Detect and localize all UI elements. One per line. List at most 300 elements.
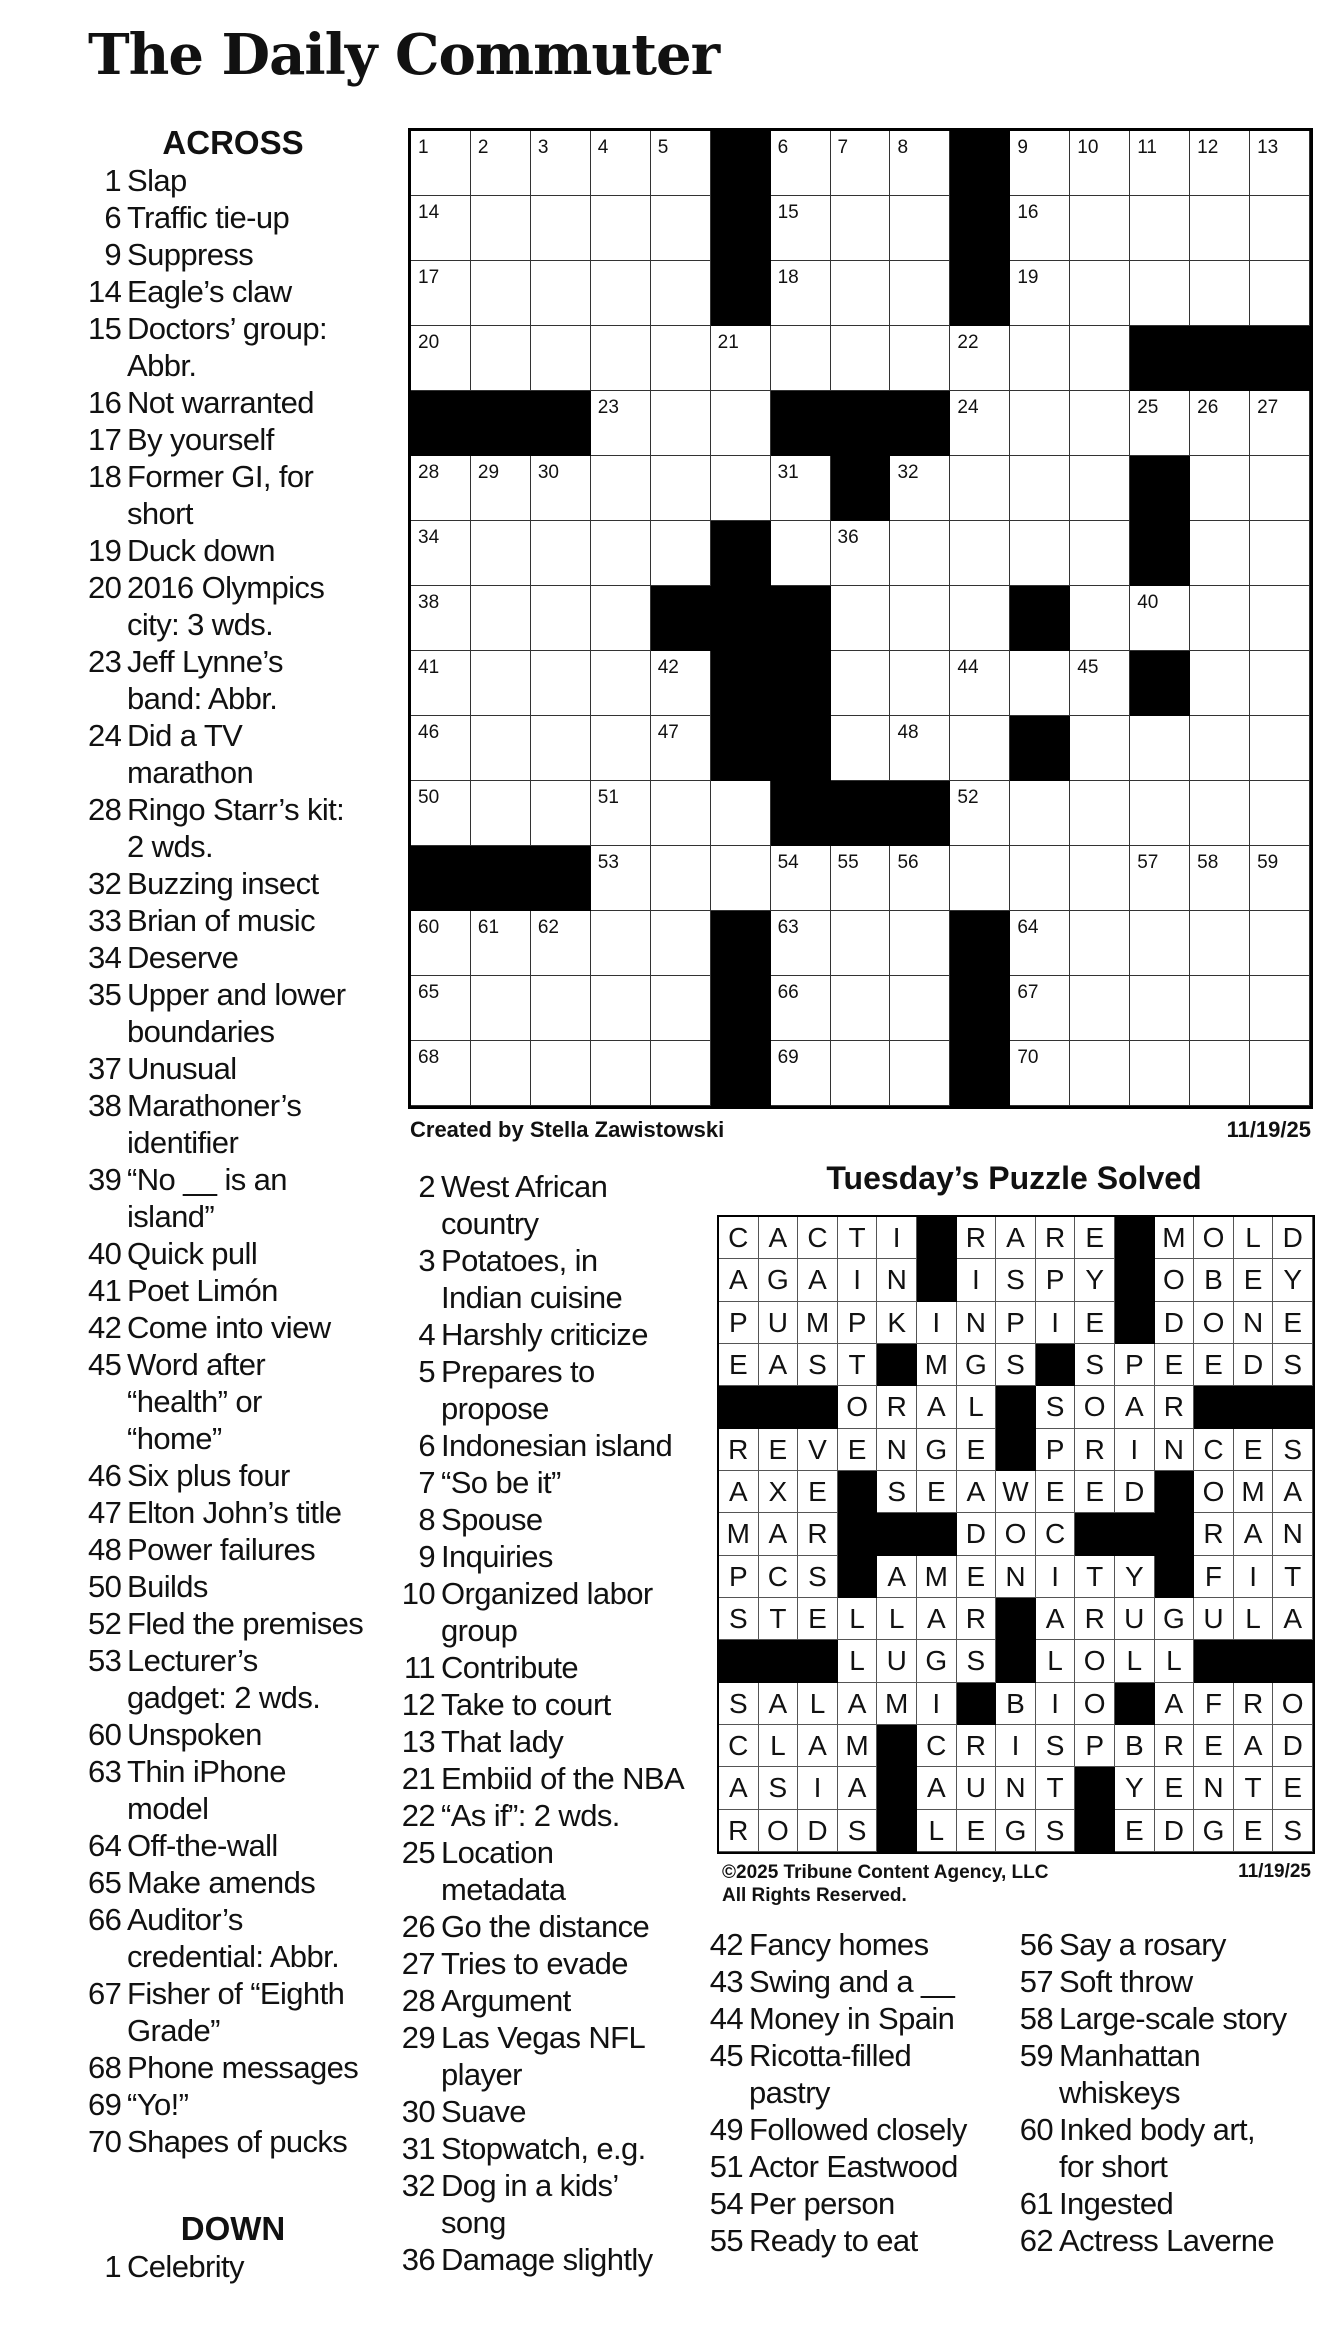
grid-cell[interactable] [1250, 196, 1310, 261]
grid-cell[interactable] [1250, 586, 1310, 651]
grid-cell[interactable] [531, 196, 591, 261]
grid-cell[interactable] [711, 391, 771, 456]
grid-cell[interactable] [651, 651, 711, 716]
black-square [531, 846, 591, 911]
grid-cell[interactable] [771, 261, 831, 326]
clue-text [749, 2000, 1008, 2037]
clue-item [1018, 2185, 1323, 2222]
grid-cell[interactable] [831, 846, 891, 911]
clue-number: 4 [418, 1317, 435, 1352]
grid-cell[interactable] [1190, 391, 1250, 456]
cell-number: 20 [418, 332, 440, 353]
grid-cell[interactable] [1010, 781, 1070, 846]
grid-cell[interactable] [471, 716, 531, 781]
clue-line: band: Abbr. [127, 681, 278, 716]
grid-cell[interactable] [950, 456, 1010, 521]
grid-cell[interactable] [531, 716, 591, 781]
solved-letter: M [719, 1513, 759, 1555]
grid-cell[interactable] [1070, 846, 1130, 911]
grid-cell[interactable] [1010, 976, 1070, 1041]
solved-letter: D [1155, 1810, 1195, 1852]
grid-cell[interactable] [1250, 1041, 1310, 1106]
grid-cell[interactable] [1190, 261, 1250, 326]
grid-cell[interactable] [890, 911, 950, 976]
grid-cell[interactable] [831, 976, 891, 1041]
grid-cell[interactable] [950, 326, 1010, 391]
grid-cell[interactable] [1250, 456, 1310, 521]
grid-cell[interactable] [591, 521, 651, 586]
solved-letter: O [996, 1513, 1036, 1555]
grid-cell[interactable] [831, 651, 891, 716]
grid-cell[interactable] [471, 326, 531, 391]
grid-cell[interactable] [1010, 1041, 1070, 1106]
clue-text [127, 1346, 408, 1457]
grid-cell[interactable] [950, 586, 1010, 651]
grid-cell[interactable] [950, 391, 1010, 456]
grid-cell[interactable] [591, 976, 651, 1041]
grid-cell[interactable] [771, 196, 831, 261]
clue-item [88, 1235, 408, 1272]
grid-cell[interactable] [411, 976, 471, 1041]
grid-cell[interactable] [531, 261, 591, 326]
grid-cell[interactable] [531, 651, 591, 716]
grid-cell[interactable] [1250, 846, 1310, 911]
grid-cell[interactable] [890, 521, 950, 586]
grid-cell[interactable] [471, 586, 531, 651]
clue-text [441, 1982, 700, 2019]
grid-cell[interactable] [1070, 261, 1130, 326]
clue-item [88, 384, 408, 421]
grid-cell[interactable] [1130, 781, 1190, 846]
grid-cell[interactable] [591, 781, 651, 846]
solved-letter: G [759, 1259, 799, 1301]
grid-cell[interactable] [651, 911, 711, 976]
solved-letter: A [877, 1556, 917, 1598]
grid-cell[interactable] [411, 326, 471, 391]
black-square [890, 391, 950, 456]
grid-cell[interactable] [1010, 521, 1070, 586]
solved-letter: N [1155, 1429, 1195, 1471]
grid-cell[interactable] [711, 326, 771, 391]
solved-black-square [1155, 1471, 1195, 1513]
grid-cell[interactable] [651, 326, 711, 391]
grid-cell[interactable] [591, 196, 651, 261]
grid-cell[interactable] [711, 846, 771, 911]
clue-text [1059, 2111, 1323, 2185]
grid-cell[interactable] [1070, 391, 1130, 456]
grid-cell[interactable] [651, 131, 711, 196]
solved-black-square [996, 1598, 1036, 1640]
grid-cell[interactable] [831, 1041, 891, 1106]
grid-cell[interactable] [411, 196, 471, 261]
grid-cell[interactable] [1130, 846, 1190, 911]
clue-line: Duck down [127, 533, 275, 568]
grid-cell[interactable] [890, 1041, 950, 1106]
grid-cell[interactable] [1010, 456, 1070, 521]
grid-cell[interactable] [1130, 196, 1190, 261]
grid-cell[interactable] [1190, 521, 1250, 586]
clue-line: Location [441, 1835, 554, 1870]
grid-cell[interactable] [1070, 196, 1130, 261]
grid-cell[interactable] [471, 651, 531, 716]
grid-cell[interactable] [1070, 651, 1130, 716]
grid-cell[interactable] [591, 1041, 651, 1106]
clue-text [127, 162, 408, 199]
grid-cell[interactable] [471, 261, 531, 326]
solved-letter: I [1036, 1302, 1076, 1344]
grid-cell[interactable] [890, 976, 950, 1041]
grid-cell[interactable] [890, 196, 950, 261]
clue-line: Suave [441, 2094, 526, 2129]
grid-cell[interactable] [471, 131, 531, 196]
clue-number: 67 [88, 1976, 122, 2011]
grid-cell[interactable] [771, 131, 831, 196]
clue-line: Prepares to [441, 1354, 595, 1389]
clue-item [88, 1901, 408, 1975]
grid-cell[interactable] [1130, 391, 1190, 456]
grid-cell[interactable] [1130, 716, 1190, 781]
grid-cell[interactable] [651, 391, 711, 456]
grid-cell[interactable] [651, 716, 711, 781]
solved-letter: B [996, 1683, 1036, 1725]
grid-cell[interactable] [890, 716, 950, 781]
grid-cell[interactable] [771, 1041, 831, 1106]
clue-item [400, 2130, 700, 2167]
grid-cell[interactable] [411, 456, 471, 521]
clue-item [88, 1272, 408, 1309]
solved-letter: A [759, 1344, 799, 1386]
clue-item [400, 1464, 700, 1501]
grid-cell[interactable] [1190, 456, 1250, 521]
grid-cell[interactable] [531, 521, 591, 586]
grid-cell[interactable] [771, 846, 831, 911]
clue-line: Fled the premises [127, 1606, 364, 1641]
grid-cell[interactable] [890, 261, 950, 326]
clue-line: Potatoes, in [441, 1243, 598, 1278]
grid-cell[interactable] [591, 391, 651, 456]
grid-cell[interactable] [531, 586, 591, 651]
grid-cell[interactable] [591, 326, 651, 391]
grid-cell[interactable] [1010, 911, 1070, 976]
grid-cell[interactable] [651, 976, 711, 1041]
grid-cell[interactable] [831, 716, 891, 781]
solved-letter: N [996, 1767, 1036, 1809]
grid-cell[interactable] [1070, 521, 1130, 586]
solved-letter: S [1273, 1810, 1313, 1852]
solved-letter: E [1194, 1725, 1234, 1767]
grid-cell[interactable] [1130, 976, 1190, 1041]
clue-text [127, 1901, 408, 1975]
solved-letter: A [759, 1513, 799, 1555]
black-square [711, 716, 771, 781]
grid-cell[interactable] [1190, 586, 1250, 651]
grid-cell[interactable] [591, 131, 651, 196]
grid-cell[interactable] [831, 196, 891, 261]
grid-cell[interactable] [591, 456, 651, 521]
solved-letter: R [877, 1386, 917, 1428]
grid-cell[interactable] [1250, 976, 1310, 1041]
grid-cell[interactable] [1070, 976, 1130, 1041]
grid-cell[interactable] [411, 261, 471, 326]
clue-number: 2 [418, 1169, 435, 1204]
clue-text [1059, 2185, 1323, 2222]
solved-letter: C [798, 1217, 838, 1259]
grid-cell[interactable] [651, 1041, 711, 1106]
grid-cell[interactable] [1010, 391, 1070, 456]
grid-cell[interactable] [1190, 846, 1250, 911]
clue-text [441, 1464, 700, 1501]
black-square [711, 1041, 771, 1106]
grid-cell[interactable] [471, 911, 531, 976]
grid-cell[interactable] [831, 586, 891, 651]
grid-cell[interactable] [1070, 716, 1130, 781]
solved-letter: E [1273, 1302, 1313, 1344]
grid-cell[interactable] [1190, 976, 1250, 1041]
clue-item [400, 1501, 700, 1538]
grid-cell[interactable] [1130, 261, 1190, 326]
grid-cell[interactable] [411, 911, 471, 976]
solved-letter: R [957, 1217, 997, 1259]
grid-cell[interactable] [771, 326, 831, 391]
grid-cell[interactable] [1190, 651, 1250, 716]
clue-line: Per person [749, 2186, 895, 2221]
grid-cell[interactable] [1250, 911, 1310, 976]
grid-cell[interactable] [471, 1041, 531, 1106]
solved-letter: Y [1115, 1556, 1155, 1598]
solved-letter: L [957, 1386, 997, 1428]
grid-cell[interactable] [771, 521, 831, 586]
clue-number: 35 [88, 977, 122, 1012]
grid-cell[interactable] [1250, 261, 1310, 326]
grid-cell[interactable] [1010, 131, 1070, 196]
grid-cell[interactable] [831, 911, 891, 976]
grid-cell[interactable] [950, 521, 1010, 586]
clue-text [127, 1864, 408, 1901]
clue-item [708, 2185, 1008, 2222]
grid-cell[interactable] [471, 976, 531, 1041]
grid-cell[interactable] [1070, 1041, 1130, 1106]
grid-cell[interactable] [1130, 911, 1190, 976]
grid-cell[interactable] [1190, 196, 1250, 261]
grid-cell[interactable] [890, 651, 950, 716]
cell-number: 67 [1017, 982, 1039, 1003]
solved-letter: E [1155, 1767, 1195, 1809]
clue-number: 44 [709, 2001, 743, 2036]
solved-puzzle-title: Tuesday’s Puzzle Solved [826, 1160, 1202, 1196]
grid-cell[interactable] [950, 781, 1010, 846]
grid-cell[interactable] [771, 911, 831, 976]
black-square [471, 391, 531, 456]
grid-cell[interactable] [950, 651, 1010, 716]
grid-cell[interactable] [411, 781, 471, 846]
clue-number: 10 [401, 1576, 435, 1611]
grid-cell[interactable] [591, 716, 651, 781]
solved-letter: L [1155, 1640, 1195, 1682]
solved-letter: Y [1273, 1259, 1313, 1301]
solved-letter: Y [1075, 1259, 1115, 1301]
grid-cell[interactable] [1250, 651, 1310, 716]
grid-cell[interactable] [1070, 326, 1130, 391]
grid-cell[interactable] [1250, 391, 1310, 456]
solved-letter: S [798, 1344, 838, 1386]
grid-cell[interactable] [1250, 521, 1310, 586]
clue-item [88, 1087, 408, 1161]
solved-letter: T [1234, 1767, 1274, 1809]
grid-cell[interactable] [1250, 781, 1310, 846]
grid-cell[interactable] [1250, 131, 1310, 196]
solved-letter: P [719, 1556, 759, 1598]
black-square [711, 131, 771, 196]
grid-cell[interactable] [411, 521, 471, 586]
solved-letter: E [1075, 1217, 1115, 1259]
grid-cell[interactable] [591, 651, 651, 716]
clue-line: Manhattan [1059, 2038, 1201, 2073]
black-square [711, 586, 771, 651]
clue-line: song [441, 2205, 506, 2240]
solved-letter: I [877, 1217, 917, 1259]
grid-cell[interactable] [411, 131, 471, 196]
solved-letter: A [798, 1259, 838, 1301]
grid-cell[interactable] [531, 781, 591, 846]
solved-letter: S [1036, 1725, 1076, 1767]
clue-text [441, 2241, 700, 2278]
grid-cell[interactable] [831, 326, 891, 391]
grid-cell[interactable] [1070, 781, 1130, 846]
clue-item [400, 1316, 700, 1353]
solved-letter: G [917, 1429, 957, 1471]
clue-item [88, 1531, 408, 1568]
grid-cell[interactable] [1010, 196, 1070, 261]
grid-cell[interactable] [890, 326, 950, 391]
grid-cell[interactable] [651, 196, 711, 261]
grid-cell[interactable] [1250, 716, 1310, 781]
cell-number: 29 [477, 462, 500, 483]
grid-cell[interactable] [1190, 781, 1250, 846]
clue-line: Spouse [441, 1502, 543, 1537]
grid-cell[interactable] [831, 521, 891, 586]
grid-cell[interactable] [1130, 131, 1190, 196]
clue-item [88, 1975, 408, 2049]
grid-cell[interactable] [771, 976, 831, 1041]
grid-cell[interactable] [950, 716, 1010, 781]
clue-line: gadget: 2 wds. [127, 1680, 321, 1715]
grid-cell[interactable] [651, 261, 711, 326]
clue-number: 11 [404, 1650, 435, 1685]
clue-number: 46 [88, 1458, 122, 1493]
grid-cell[interactable] [1010, 326, 1070, 391]
grid-cell[interactable] [651, 456, 711, 521]
grid-cell[interactable] [651, 781, 711, 846]
grid-cell[interactable] [1070, 911, 1130, 976]
clue-line: Inked body art, [1059, 2112, 1256, 2147]
solved-letter: N [877, 1259, 917, 1301]
grid-cell[interactable] [831, 261, 891, 326]
clue-number: 45 [709, 2038, 743, 2073]
grid-cell[interactable] [531, 1041, 591, 1106]
clue-number: 59 [1019, 2038, 1053, 2073]
grid-cell[interactable] [1190, 1041, 1250, 1106]
grid-cell[interactable] [1070, 456, 1130, 521]
grid-cell[interactable] [591, 846, 651, 911]
grid-cell[interactable] [591, 261, 651, 326]
clue-text [441, 1575, 700, 1649]
grid-cell[interactable] [531, 976, 591, 1041]
grid-cell[interactable] [890, 456, 950, 521]
grid-cell[interactable] [711, 456, 771, 521]
solved-letter: O [1194, 1217, 1234, 1259]
grid-cell[interactable] [531, 131, 591, 196]
grid-cell[interactable] [711, 781, 771, 846]
solved-letter: T [838, 1344, 878, 1386]
clue-line: boundaries [127, 1014, 275, 1049]
grid-cell[interactable] [591, 911, 651, 976]
grid-cell[interactable] [531, 326, 591, 391]
grid-cell[interactable] [950, 846, 1010, 911]
solved-letter: P [838, 1302, 878, 1344]
solved-letter: U [759, 1302, 799, 1344]
grid-cell[interactable] [1070, 131, 1130, 196]
black-square [711, 261, 771, 326]
grid-cell[interactable] [411, 651, 471, 716]
grid-cell[interactable] [1190, 911, 1250, 976]
grid-cell[interactable] [1010, 651, 1070, 716]
grid-cell[interactable] [531, 456, 591, 521]
clue-line: model [127, 1791, 209, 1826]
clue-item [88, 310, 408, 384]
grid-cell[interactable] [471, 196, 531, 261]
grid-cell[interactable] [1010, 261, 1070, 326]
grid-cell[interactable] [411, 586, 471, 651]
grid-cell[interactable] [1130, 586, 1190, 651]
solved-letter: M [1234, 1471, 1274, 1513]
clue-item [88, 1568, 408, 1605]
grid-cell[interactable] [890, 586, 950, 651]
grid-cell[interactable] [531, 911, 591, 976]
grid-cell[interactable] [831, 131, 891, 196]
grid-cell[interactable] [411, 1041, 471, 1106]
cell-number: 58 [1197, 852, 1219, 873]
grid-cell[interactable] [651, 846, 711, 911]
grid-cell[interactable] [771, 456, 831, 521]
grid-cell[interactable] [471, 456, 531, 521]
clue-number: 17 [88, 422, 122, 457]
clue-number: 55 [709, 2223, 743, 2258]
cell-number: 62 [537, 917, 559, 938]
grid-cell[interactable] [1190, 131, 1250, 196]
grid-cell[interactable] [890, 131, 950, 196]
grid-cell[interactable] [591, 586, 651, 651]
clue-number: 50 [88, 1569, 122, 1604]
grid-cell[interactable] [651, 521, 711, 586]
grid-cell[interactable] [471, 521, 531, 586]
clue-item [88, 1605, 408, 1642]
grid-cell[interactable] [411, 716, 471, 781]
grid-cell[interactable] [890, 846, 950, 911]
clue-line: identifier [127, 1125, 239, 1160]
grid-cell[interactable] [1130, 1041, 1190, 1106]
grid-cell[interactable] [1010, 846, 1070, 911]
solved-letter: D [1234, 1344, 1274, 1386]
grid-cell[interactable] [471, 781, 531, 846]
clue-number: 24 [88, 718, 122, 753]
solved-letter: I [957, 1259, 997, 1301]
cell-number: 16 [1017, 202, 1039, 223]
cell-number: 50 [418, 787, 440, 808]
grid-cell[interactable] [1190, 716, 1250, 781]
solved-black-square [877, 1344, 917, 1386]
clue-line: propose [441, 1391, 549, 1426]
grid-cell[interactable] [1070, 586, 1130, 651]
